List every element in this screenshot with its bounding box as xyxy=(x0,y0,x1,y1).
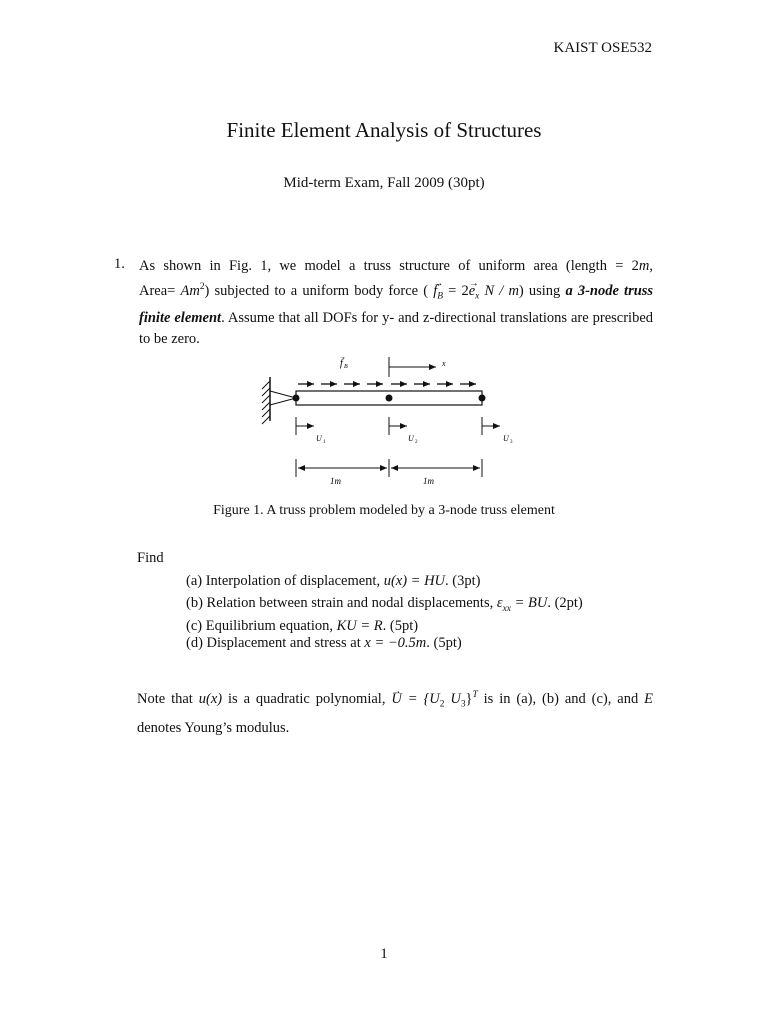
page-number: 1 xyxy=(380,946,388,962)
question-number: 1. xyxy=(114,256,125,272)
question-line-1: As shown in Fig. 1, we model a truss structure of uniform area (length = 2m, xyxy=(139,258,653,274)
force-label-sub: B xyxy=(344,364,348,370)
dof-label-u3: U xyxy=(503,434,509,443)
find-items xyxy=(186,570,583,652)
question-line-2: Area= Am$^2$) subjected to a uniform body force ( → $f_B = 2\to e_x$ N / m) using a 3-node truss xyxy=(139,277,653,308)
question-line-3: finite element. Assume that all DOFs for y- and z-directional translations are prescribed xyxy=(139,309,654,326)
dof-sub-u1: 1 xyxy=(323,440,326,445)
force-label-arrow: → xyxy=(339,355,346,361)
truss-figure xyxy=(250,355,520,490)
node-3 xyxy=(479,395,486,402)
note-line-2: denotes Young’s modulus. xyxy=(137,719,290,736)
figure-caption: Figure 1. A truss problem modeled by a 3-node truss element xyxy=(213,503,555,518)
note-paragraph xyxy=(137,684,653,740)
dof-label-u2: U xyxy=(408,434,414,443)
item-c: (c) Equilibrium equation, KU = R. (5pt) xyxy=(186,618,419,634)
force-label: f xyxy=(340,358,343,369)
fixed-support xyxy=(262,377,296,424)
node-2 xyxy=(386,395,393,402)
item-b: (b) Relation between strain and nodal displacements, $\varepsilon_{xx}$ = BU. (2pt) xyxy=(186,595,583,614)
dof-u1 xyxy=(296,417,326,445)
item-d: (d) Displacement and stress at x = −0.5m. (5pt) xyxy=(186,635,462,651)
course-code: KAIST OSE532 xyxy=(553,40,652,56)
exam-subtitle: Mid-term Exam, Fall 2009 (30pt) xyxy=(283,175,485,191)
x-axis-label: x xyxy=(442,359,446,368)
dimension-lines xyxy=(296,459,482,477)
dof-u2 xyxy=(389,417,418,445)
dof-sub-u3: 3 xyxy=(510,440,513,445)
question-line-4: to be zero. xyxy=(139,330,200,347)
dimension-label-2: 1m xyxy=(423,476,434,486)
note-line-1: Note that u(x) is a quadratic polynomial, → $U = \{U_2$ $U_3\}^T$ is in (a), (b) and (c), and E xyxy=(137,684,653,717)
dof-label-u1: U xyxy=(316,434,322,443)
item-a: (a) Interpolation of displacement, u(x) = HU. (3pt) xyxy=(186,573,481,589)
document-title: Finite Element Analysis of Structures xyxy=(226,118,542,142)
find-label: Find xyxy=(137,550,164,566)
dof-u3 xyxy=(482,417,513,445)
dof-sub-u2: 2 xyxy=(415,440,418,445)
dimension-label-1: 1m xyxy=(330,476,341,486)
question-text xyxy=(139,256,653,350)
node-1 xyxy=(293,395,300,402)
